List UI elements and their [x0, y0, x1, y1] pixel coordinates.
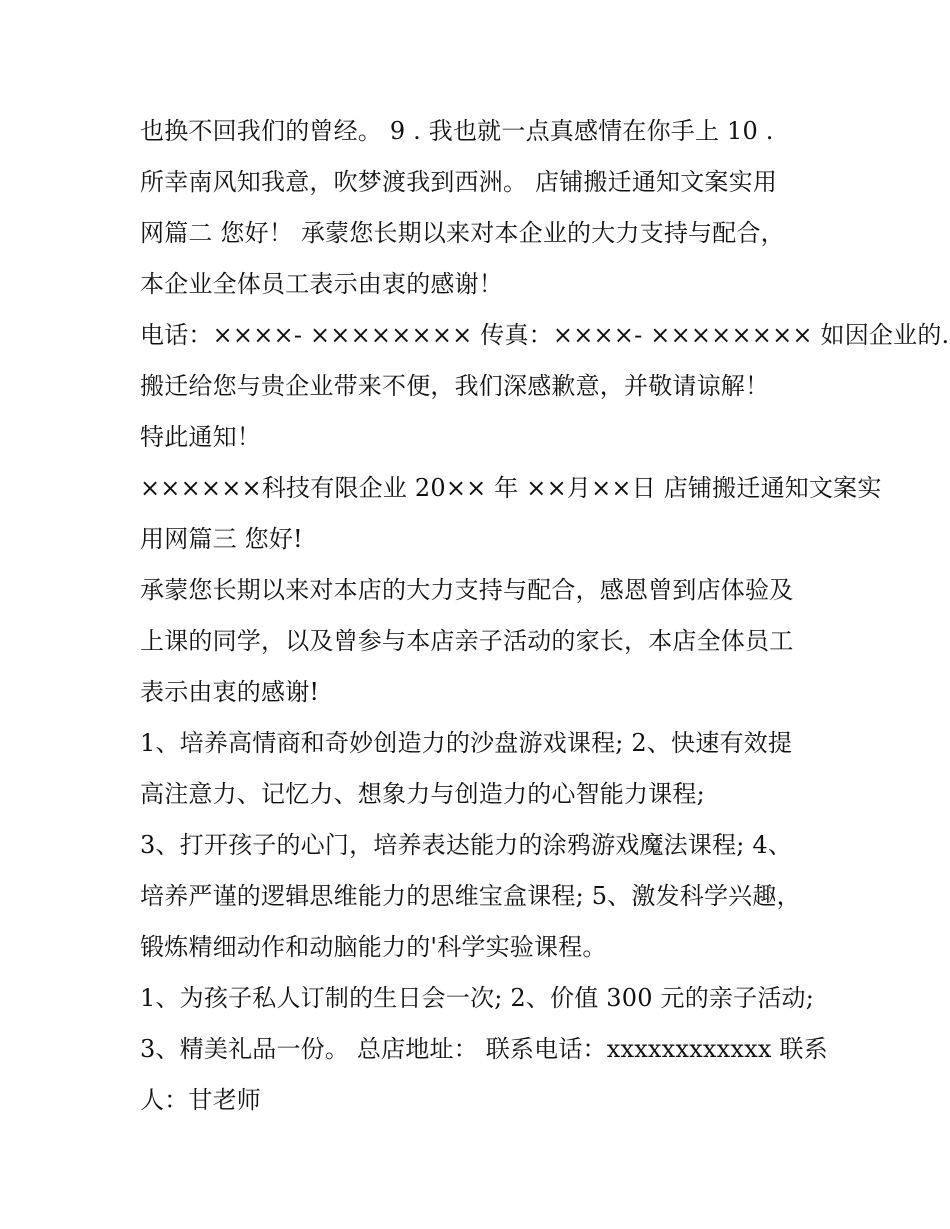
- text-line: ××××××科技有限企业 20×× 年 ××月××日 店铺搬迁通知文案实: [140, 474, 882, 502]
- text-line: 1、培养高情商和奇妙创造力的沙盘游戏课程; 2、快速有效提: [140, 729, 793, 757]
- text-line: 承蒙您长期以来对本店的大力支持与配合，感恩曾到店体验及: [140, 576, 794, 604]
- text-line: 所幸南风知我意，吹梦渡我到西洲。 店铺搬迁通知文案实用: [140, 168, 778, 196]
- text-line: 高注意力、记忆力、想象力与创造力的心智能力课程;: [140, 780, 705, 808]
- text-line: 也换不回我们的曾经。 9 . 我也就一点真感情在你手上 10 .: [140, 117, 774, 145]
- document-body: [140, 106, 950, 1126]
- text-line: 人：甘老师: [140, 1086, 261, 1114]
- text-line: 培养严谨的逻辑思维能力的思维宝盒课程; 5、激发科学兴趣，: [140, 882, 801, 910]
- text-line: 1、为孩子私人订制的生日会一次; 2、价值 300 元的亲子活动;: [140, 984, 815, 1012]
- text-line: 3、精美礼品一份。 总店地址： 联系电话：xxxxxxxxxxxx 联系: [140, 1035, 828, 1063]
- text-line: 本企业全体员工表示由衷的感谢！: [140, 270, 503, 298]
- text-line: 搬迁给您与贵企业带来不便，我们深感歉意，并敬请谅解！: [140, 372, 770, 400]
- text-line: 上课的同学，以及曾参与本店亲子活动的家长，本店全体员工: [140, 627, 794, 655]
- text-line: 表示由衷的感谢!: [140, 678, 320, 706]
- text-line: 电话：××××- ×××××××× 传真：××××- ×××××××× 如因企业的.: [140, 321, 950, 349]
- text-line: 锻炼精细动作和动脑能力的'科学实验课程。: [140, 933, 607, 961]
- text-line: 网篇二 您好！ 承蒙您长期以来对本企业的大力支持与配合，: [140, 219, 785, 247]
- text-line: 特此通知！: [140, 423, 261, 451]
- text-line: 3、打开孩子的心门，培养表达能力的涂鸦游戏魔法课程; 4、: [140, 831, 793, 859]
- text-line: 用网篇三 您好!: [140, 525, 303, 553]
